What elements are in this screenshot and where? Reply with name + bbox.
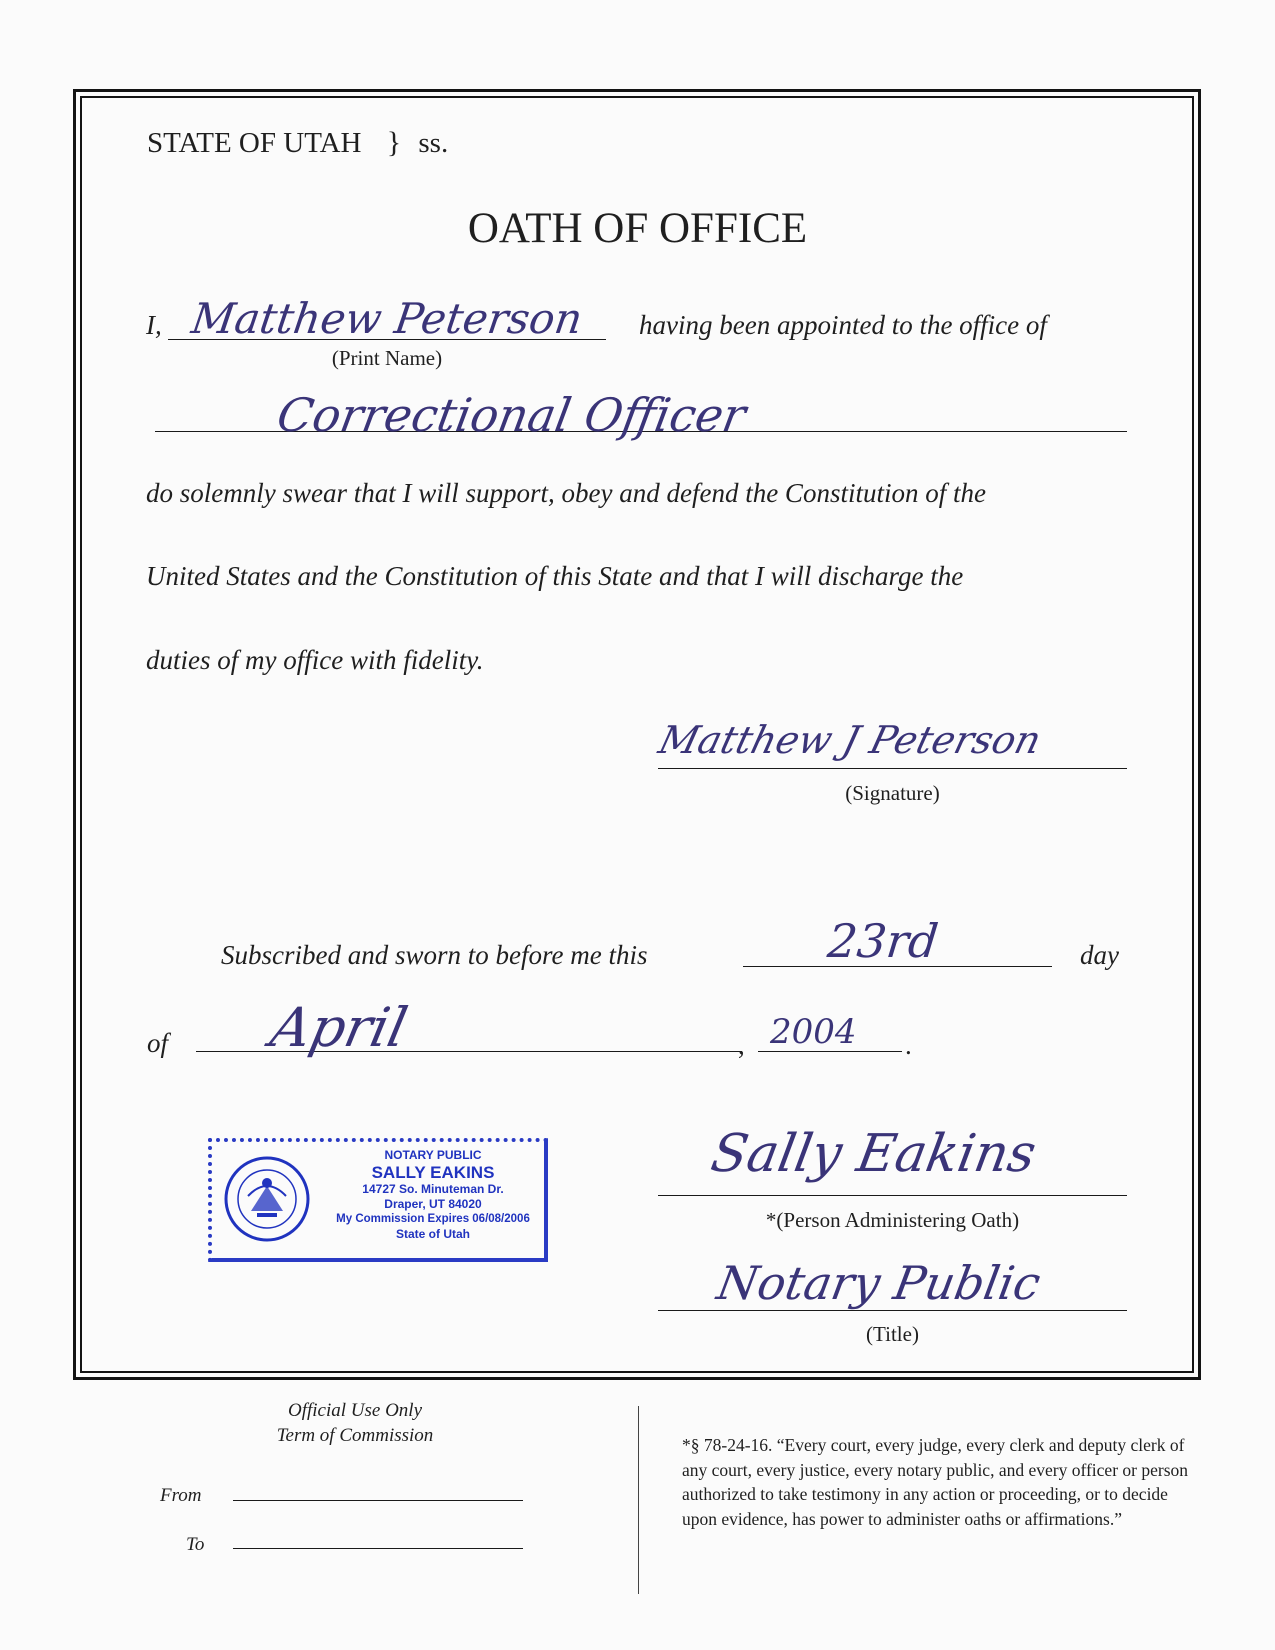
year-handwritten: 2004 (770, 1012, 857, 1052)
title-label: (Title) (866, 1322, 919, 1346)
title-underline (658, 1310, 1127, 1311)
document-title: OATH OF OFFICE (467, 205, 808, 252)
state-name: STATE OF UTAH (147, 127, 362, 159)
intro-suffix: having been appointed to the office of (639, 310, 1047, 340)
day-handwritten: 23rd (825, 914, 941, 968)
signature-underline (658, 768, 1127, 769)
notary-stamp (208, 1138, 548, 1262)
state-heading (147, 126, 448, 160)
term-of-commission-heading: Term of Commission (276, 1425, 434, 1446)
oath-body-line-3: duties of my office with fidelity. (146, 645, 484, 675)
stamp-line-expiry: My Commission Expires 06/08/2006 (336, 1213, 530, 1225)
stamp-line-notary: NOTARY PUBLIC (384, 1148, 482, 1162)
print-name-label: (Print Name) (331, 346, 443, 370)
stamp-text (322, 1148, 544, 1242)
month-comma: , (738, 1030, 745, 1060)
day-word: day (1080, 940, 1119, 970)
from-label: From (160, 1485, 202, 1506)
month-handwritten: April (265, 996, 413, 1059)
administrator-underline (658, 1195, 1127, 1196)
stamp-line-name: SALLY EAKINS (371, 1163, 495, 1182)
subscription-prefix: Subscribed and sworn to before me this (221, 940, 648, 970)
to-field-line[interactable] (233, 1548, 523, 1549)
official-use-heading: Official Use Only (287, 1400, 423, 1421)
title-handwritten: Notary Public (713, 1256, 1045, 1310)
year-period: . (905, 1030, 912, 1060)
name-handwritten: Matthew Peterson (188, 294, 586, 343)
venue-ss: ss. (418, 127, 449, 159)
administrator-handwritten: Sally Eakins (706, 1124, 1041, 1184)
from-field-line[interactable] (233, 1500, 523, 1501)
office-handwritten: Correctional Officer (273, 388, 750, 442)
stamp-line-city: Draper, UT 84020 (384, 1197, 482, 1211)
stamp-line-state: State of Utah (395, 1227, 470, 1241)
intro-prefix: I, (146, 310, 162, 340)
to-label: To (186, 1534, 205, 1555)
state-seal-icon (224, 1156, 310, 1242)
footer-divider (638, 1406, 639, 1594)
oath-body-line-2: United States and the Constitution of this State and that I will discharge the (146, 561, 964, 591)
signature-label: (Signature) (845, 781, 940, 805)
oath-body-line-1: do solemnly swear that I will support, obey and defend the Constitution of the (146, 478, 986, 508)
statute-footnote: *§ 78-24-16. “Every court, every judge, every clerk and deputy clerk of any court, every justice, every notary public, and every officer or person authorized to take testimony in any action or proceeding, or to decide upon evidence, has power to administer oaths or affirmations.” (682, 1435, 1189, 1529)
signature-handwritten: Matthew J Peterson (654, 718, 1046, 762)
of-word: of (147, 1028, 169, 1058)
administrator-label: *(Person Administering Oath) (765, 1208, 1020, 1232)
stamp-line-street: 14727 So. Minuteman Dr. (362, 1182, 504, 1196)
venue-brace: } (386, 126, 402, 159)
